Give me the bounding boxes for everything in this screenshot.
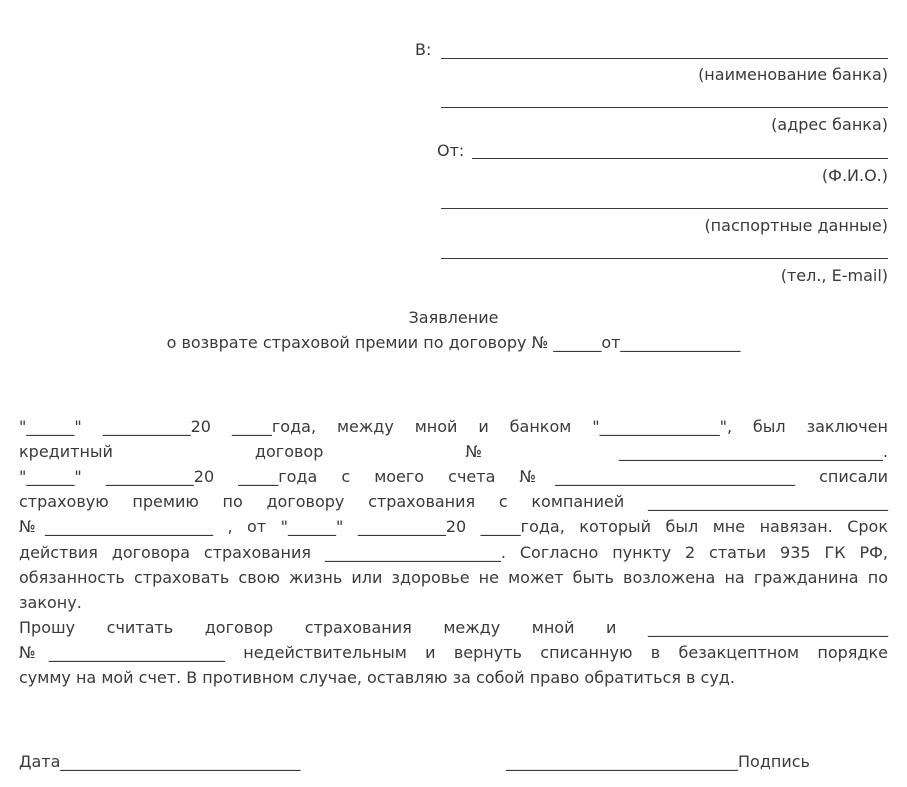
contacts-line [441,258,888,259]
body-line-8: закону. [19,593,82,612]
bank-address-caption: (адрес банка) [771,115,888,134]
passport-line [441,208,888,209]
body-line-5: №_____________________ , от "______" ___________20 _____года, который был мне навязан. Срок [19,517,888,536]
body-line-10: №______________________ недействительным и вернуть списанную в безакцептном порядке [19,643,888,662]
body-line-2: кредитный договор №_________________________________. [19,442,888,461]
document-title: Заявление [408,308,499,327]
to-label: В: [415,40,432,59]
fio-line [472,158,888,159]
bank-name-caption: (наименование банка) [698,65,888,84]
bank-name-line [441,58,888,59]
body-line-4: страховую премию по договору страхования с компанией ______________________________ [19,492,888,511]
contacts-caption: (тел., E-mail) [780,266,888,285]
body-line-1: "______" ___________20 _____года, между мной и банком "_______________", был заключен [19,417,888,436]
from-label: От: [437,141,465,160]
document-subtitle: о возврате страховой премии по договору № ______от_______________ [166,333,741,352]
body-line-3: "______" ___________20 _____года с моего счета №______________________________ списали [19,467,888,486]
body-line-7: обязанность страховать свою жизнь или здоровье не может быть возложена на гражданина по [19,568,888,587]
fio-caption: (Ф.И.О.) [821,166,888,185]
date-field: Дата______________________________ [19,752,301,771]
body-line-9: Прошу считать договор страхования между мной и ______________________________ [19,618,888,637]
body-line-6: действия договора страхования ______________________. Согласно пункту 2 статьи 935 ГК РФ, [19,543,888,562]
bank-address-line [441,107,888,108]
signature-field: _____________________________Подпись [506,752,810,771]
passport-caption: (паспортные данные) [704,216,888,235]
body-line-11: сумму на мой счет. В противном случае, оставляю за собой право обратиться в суд. [19,668,735,687]
